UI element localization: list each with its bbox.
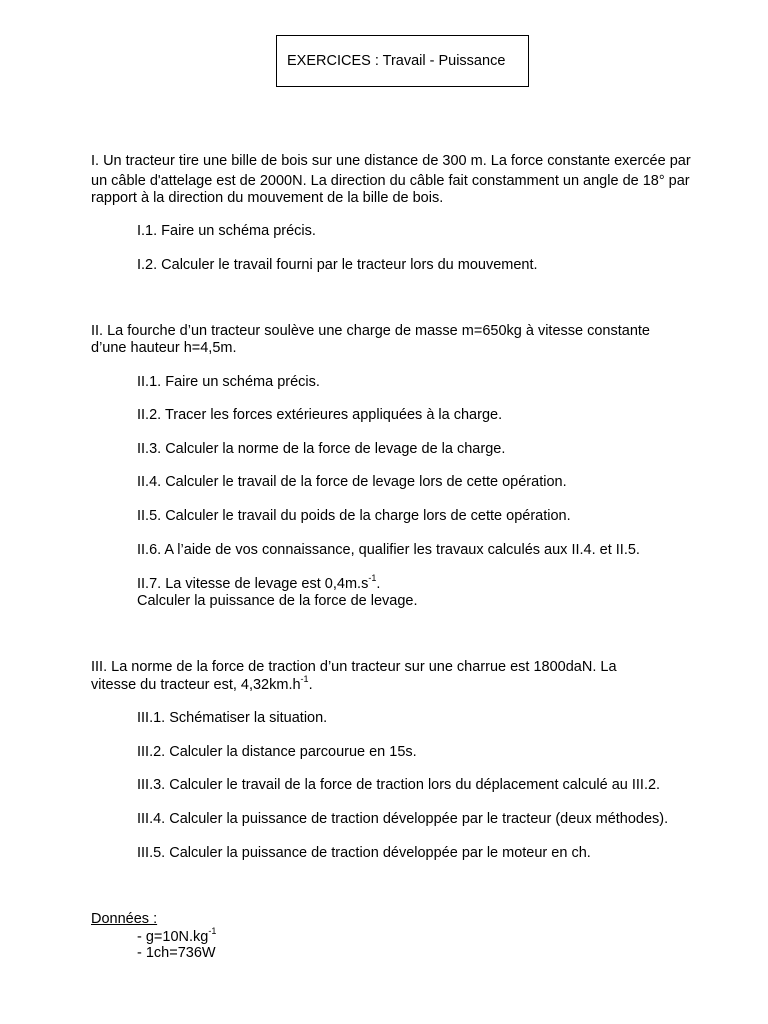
ex2-question-7-text: II.7. La vitesse de levage est 0,4m.s [137, 576, 369, 592]
ex2-question-3: II.3. Calculer la norme de la force de levage de la charge. [137, 441, 506, 457]
ex2-question-2: II.2. Tracer les forces extérieures appliquées à la charge. [137, 407, 503, 423]
ex1-question-2: I.2. Calculer le travail fourni par le tracteur lors du mouvement. [137, 257, 538, 273]
ex2-question-7 [137, 573, 381, 593]
ex1-question-1: I.1. Faire un schéma précis. [137, 223, 316, 239]
ex3-question-3: III.3. Calculer le travail de la force de traction lors du déplacement calculé au III.2. [137, 777, 661, 793]
ex2-question-6: II.6. A l’aide de vos connaissance, qualifier les travaux calculés aux II.4. et II.5. [137, 542, 640, 558]
ex2-question-7-exponent: -1 [368, 573, 377, 584]
ex2-question-1: II.1. Faire un schéma précis. [137, 374, 320, 390]
ex2-question-7-period: . [376, 576, 381, 592]
data-heading: Données : [91, 911, 158, 927]
data-item-gravity [137, 926, 217, 946]
ex1-line2: un câble d'attelage est de 2000N. La direction du câble fait constamment un angle de 18° par [91, 173, 690, 189]
ex1-line3: rapport à la direction du mouvement de la bille de bois. [91, 190, 444, 206]
ex3-line2 [91, 674, 313, 694]
ex3-line2-exponent: -1 [300, 674, 309, 685]
ex2-question-4: II.4. Calculer le travail de la force de levage lors de cette opération. [137, 474, 567, 490]
ex2-line1: II. La fourche d’un tracteur soulève une charge de masse m=650kg à vitesse constante [91, 323, 650, 339]
ex3-question-4: III.4. Calculer la puissance de traction développée par le tracteur (deux méthodes). [137, 811, 669, 827]
ex3-question-5: III.5. Calculer la puissance de traction développée par le moteur en ch. [137, 845, 591, 861]
ex2-line2: d’une hauteur h=4,5m. [91, 340, 237, 356]
ex1-line1: I. Un tracteur tire une bille de bois sur une distance de 300 m. La force constante exercée par [91, 153, 691, 169]
ex3-line2-period: . [308, 677, 313, 693]
ex3-question-1: III.1. Schématiser la situation. [137, 710, 328, 726]
ex3-line1: III. La norme de la force de traction d’un tracteur sur une charrue est 1800daN. La [91, 659, 617, 675]
ex2-question-5: II.5. Calculer le travail du poids de la charge lors de cette opération. [137, 508, 571, 524]
data-item-gravity-exponent: -1 [208, 926, 217, 937]
ex3-question-2: III.2. Calculer la distance parcourue en 15s. [137, 744, 417, 760]
data-item-horsepower: - 1ch=736W [137, 945, 216, 961]
title-box [276, 35, 529, 87]
ex3-line2-text: vitesse du tracteur est, 4,32km.h [91, 677, 301, 693]
data-item-gravity-text: - g=10N.kg [137, 929, 209, 945]
ex2-question-7-continued: Calculer la puissance de la force de levage. [137, 593, 418, 609]
page-title: EXERCICES : Travail - Puissance [287, 53, 506, 69]
